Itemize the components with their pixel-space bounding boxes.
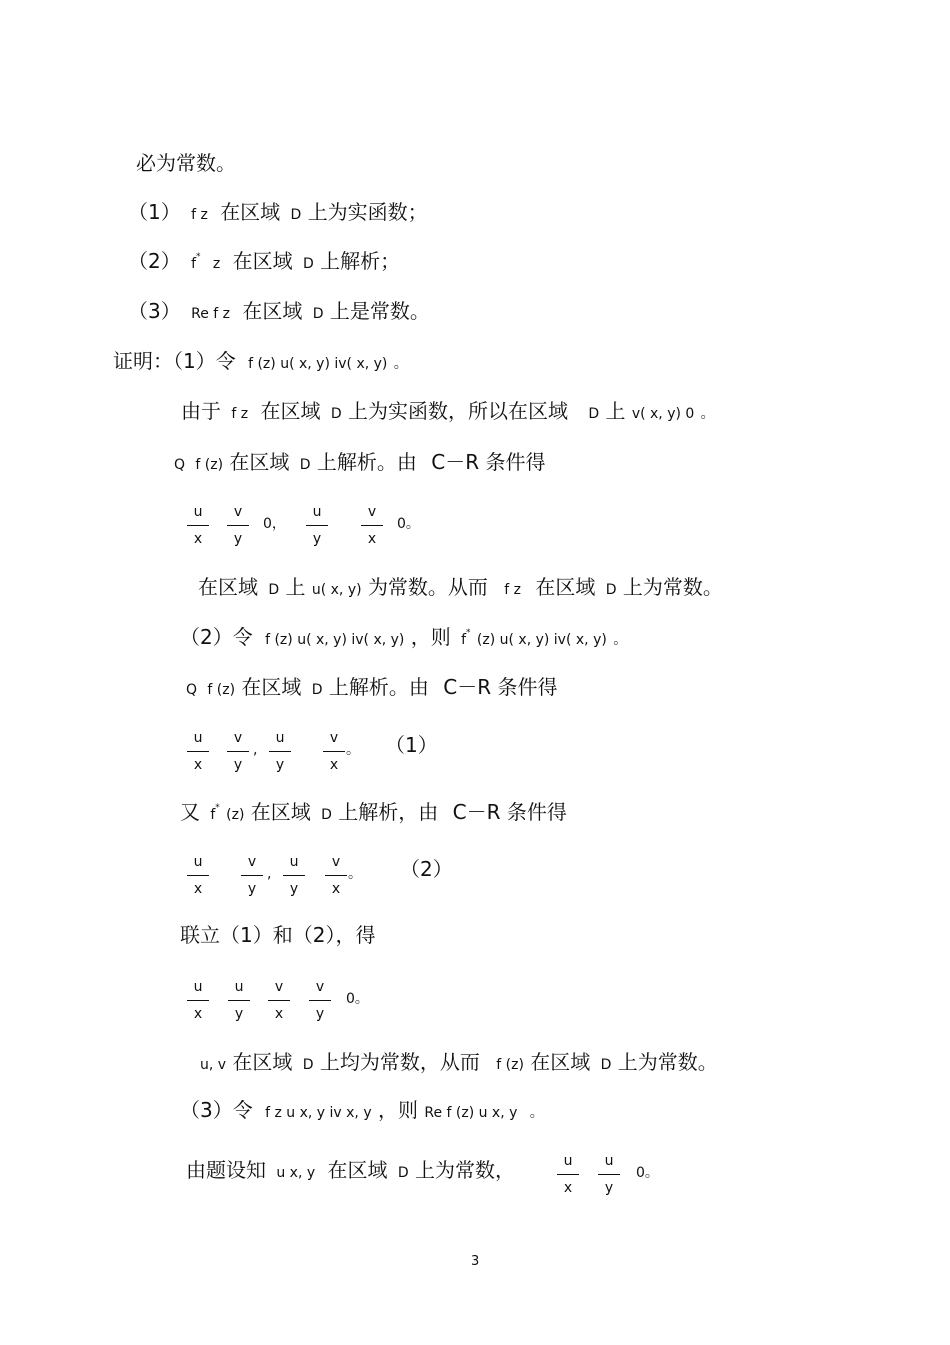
text: 。 xyxy=(393,356,408,372)
text: 。 xyxy=(613,632,628,648)
math: f (z) xyxy=(195,457,224,473)
math: f (z) u( x, y) iv( x, y) xyxy=(265,632,405,648)
math: Re f (z) u x, y xyxy=(424,1105,518,1121)
text-line xyxy=(180,1098,544,1125)
fraction-bar xyxy=(227,751,249,752)
text-line xyxy=(198,575,723,602)
fraction xyxy=(187,976,209,1025)
numerator: v xyxy=(233,730,243,746)
denominator: x xyxy=(367,531,377,547)
denominator: y xyxy=(234,1006,244,1022)
item-number: （1） xyxy=(128,200,181,224)
fraction xyxy=(227,727,249,776)
text: C－R 条件得 xyxy=(452,800,567,824)
fraction xyxy=(241,851,263,900)
math: D xyxy=(330,406,342,422)
math: f xyxy=(191,256,197,272)
fraction-bar xyxy=(323,751,345,752)
text: 上 xyxy=(285,575,306,599)
fraction-bar xyxy=(241,875,263,876)
math: D xyxy=(312,306,324,322)
fraction-bar xyxy=(306,525,328,526)
denominator: y xyxy=(233,757,243,773)
fraction-bar xyxy=(309,1000,331,1001)
text: 在区域 xyxy=(250,800,311,824)
math: D xyxy=(268,582,280,598)
text-line xyxy=(180,923,375,947)
math: f z xyxy=(231,406,249,422)
fraction xyxy=(269,727,291,776)
fraction-bar xyxy=(269,751,291,752)
fraction xyxy=(283,851,305,900)
fraction xyxy=(268,976,290,1025)
math: f z xyxy=(191,207,208,223)
math: f z xyxy=(504,582,522,598)
text-line xyxy=(174,450,545,477)
text: 由于 xyxy=(181,399,221,423)
math: D xyxy=(397,1165,409,1181)
text: 。 xyxy=(346,742,360,758)
math: D xyxy=(302,1057,314,1073)
numerator: u xyxy=(563,1153,573,1169)
text: 在区域 xyxy=(241,675,302,699)
text: 又 xyxy=(180,800,200,824)
fraction xyxy=(227,501,249,550)
text: 在区域 xyxy=(242,299,303,323)
text: 联立（1）和（2），得 xyxy=(180,923,376,947)
text: 。 xyxy=(529,1105,544,1121)
fraction xyxy=(306,501,328,550)
denominator: y xyxy=(247,881,257,897)
text: 在区域 xyxy=(232,1050,293,1074)
denominator: x xyxy=(329,757,339,773)
condition-2 xyxy=(128,249,400,278)
equation-label: （2） xyxy=(400,857,453,881)
fraction-bar xyxy=(228,1000,250,1001)
numerator: v xyxy=(247,854,257,870)
math: u x, y xyxy=(276,1165,316,1181)
math: D xyxy=(321,807,332,823)
fraction xyxy=(557,1150,579,1199)
text: 上解析。由 xyxy=(328,675,429,699)
fraction-bar xyxy=(598,1174,620,1175)
denominator: x xyxy=(331,881,341,897)
text: 在区域 xyxy=(198,575,258,599)
numerator: u xyxy=(289,854,299,870)
fraction xyxy=(187,851,209,900)
text: 上解析； xyxy=(320,249,401,273)
numerator: u xyxy=(193,504,203,520)
text: 上为常数。 xyxy=(617,1050,718,1074)
numerator: v xyxy=(315,979,325,995)
superscript: * xyxy=(215,803,220,813)
item-number: （2） xyxy=(128,249,181,273)
proof-start xyxy=(113,349,408,376)
denominator: y xyxy=(275,757,285,773)
text: 上均为常数，从而 xyxy=(319,1050,480,1074)
text-line xyxy=(136,151,236,175)
text: 由题设知 xyxy=(186,1158,266,1182)
text: ，则 xyxy=(410,625,451,649)
fraction xyxy=(361,501,383,550)
math: , xyxy=(267,866,272,882)
text: 为常数。从而 xyxy=(367,575,488,599)
math: D xyxy=(600,1057,612,1073)
text: 证明：（1）令 xyxy=(113,349,236,373)
numerator: u xyxy=(234,979,244,995)
math: f (z) u( x, y) iv( x, y) xyxy=(248,356,388,372)
text: 在区域 xyxy=(327,1158,388,1182)
math: f (z) xyxy=(207,682,236,698)
denominator: x xyxy=(274,1006,284,1022)
text: 在区域 xyxy=(220,200,281,224)
fraction xyxy=(309,976,331,1025)
numerator: u xyxy=(275,730,285,746)
numerator: v xyxy=(331,854,341,870)
text: ，则 xyxy=(377,1098,418,1122)
math: D xyxy=(588,406,600,422)
numerator: v xyxy=(233,504,243,520)
fraction-bar xyxy=(187,525,209,526)
fraction xyxy=(325,851,347,900)
fraction-bar xyxy=(187,875,209,876)
math: D xyxy=(302,256,314,272)
text: 上 xyxy=(605,399,626,423)
text: 在区域 xyxy=(260,399,321,423)
fraction xyxy=(598,1150,620,1199)
text-line xyxy=(180,625,627,654)
condition-3 xyxy=(128,299,430,326)
denominator: x xyxy=(193,1006,203,1022)
text: 上为实函数，所以在区域 xyxy=(347,399,568,423)
text: C－R 条件得 xyxy=(443,675,558,699)
superscript: * xyxy=(466,628,471,638)
text: 上解析。由 xyxy=(316,450,417,474)
fraction xyxy=(323,727,345,776)
numerator: v xyxy=(367,504,377,520)
math: Q xyxy=(174,457,186,473)
math: D xyxy=(299,457,311,473)
math: D xyxy=(605,582,617,598)
text-line xyxy=(186,1158,515,1185)
denominator: x xyxy=(193,881,203,897)
equation-label: （1） xyxy=(385,733,438,757)
text: 在区域 xyxy=(232,249,293,273)
denominator: x xyxy=(193,757,203,773)
math: f xyxy=(461,632,467,648)
text: 上为常数， xyxy=(415,1158,516,1182)
fraction xyxy=(187,501,209,550)
text: 上为常数。 xyxy=(622,575,723,599)
page-number: 3 xyxy=(471,1254,480,1269)
text: 上是常数。 xyxy=(329,299,430,323)
math: f xyxy=(210,807,216,823)
denominator: y xyxy=(289,881,299,897)
math: Q xyxy=(186,682,198,698)
text: 在区域 xyxy=(535,575,596,599)
text: （2）令 xyxy=(180,625,253,649)
fraction-bar xyxy=(361,525,383,526)
math: , xyxy=(253,742,258,758)
fraction-bar xyxy=(187,751,209,752)
math: z xyxy=(212,256,221,272)
denominator: y xyxy=(604,1180,614,1196)
numerator: u xyxy=(193,854,203,870)
math: D xyxy=(290,207,302,223)
denominator: x xyxy=(193,531,203,547)
text: 。 xyxy=(348,866,362,882)
math: f z u x, y iv x, y xyxy=(265,1105,372,1121)
math: 0。 xyxy=(397,516,420,532)
math: u( x, y) xyxy=(311,582,362,598)
math: v( x, y) 0 xyxy=(631,406,695,422)
fraction xyxy=(187,727,209,776)
math: 0， xyxy=(263,516,286,532)
numerator: v xyxy=(274,979,284,995)
fraction-bar xyxy=(557,1174,579,1175)
denominator: y xyxy=(312,531,322,547)
fraction-bar xyxy=(325,875,347,876)
numerator: u xyxy=(193,730,203,746)
text: 在区域 xyxy=(530,1050,591,1074)
fraction-bar xyxy=(283,875,305,876)
fraction-bar xyxy=(227,525,249,526)
numerator: v xyxy=(329,730,339,746)
text-line xyxy=(181,399,715,426)
text-line xyxy=(180,800,567,829)
denominator: y xyxy=(315,1006,325,1022)
math: (z) u( x, y) iv( x, y) xyxy=(476,632,607,648)
numerator: u xyxy=(193,979,203,995)
item-number: （3） xyxy=(128,299,181,323)
text: 上为实函数； xyxy=(307,200,428,224)
math: 0。 xyxy=(636,1165,659,1181)
fraction-bar xyxy=(268,1000,290,1001)
text: 在区域 xyxy=(229,450,290,474)
denominator: x xyxy=(563,1180,573,1196)
numerator: u xyxy=(604,1153,614,1169)
math: Re f z xyxy=(191,306,230,322)
math: u, v xyxy=(200,1057,227,1073)
numerator: u xyxy=(312,504,322,520)
math: f (z) xyxy=(496,1057,524,1073)
math: (z) xyxy=(226,807,245,823)
text: （3）令 xyxy=(180,1098,253,1122)
text-line xyxy=(200,1050,718,1077)
text: 。 xyxy=(700,406,715,422)
fraction-bar xyxy=(187,1000,209,1001)
text-line xyxy=(186,675,557,702)
math: D xyxy=(311,682,323,698)
text: 必为常数。 xyxy=(136,151,236,175)
text: C－R 条件得 xyxy=(431,450,546,474)
text: 上解析，由 xyxy=(338,800,439,824)
denominator: y xyxy=(233,531,243,547)
superscript: * xyxy=(196,252,201,262)
condition-1 xyxy=(128,200,428,227)
math: 0。 xyxy=(346,991,369,1007)
fraction xyxy=(228,976,250,1025)
